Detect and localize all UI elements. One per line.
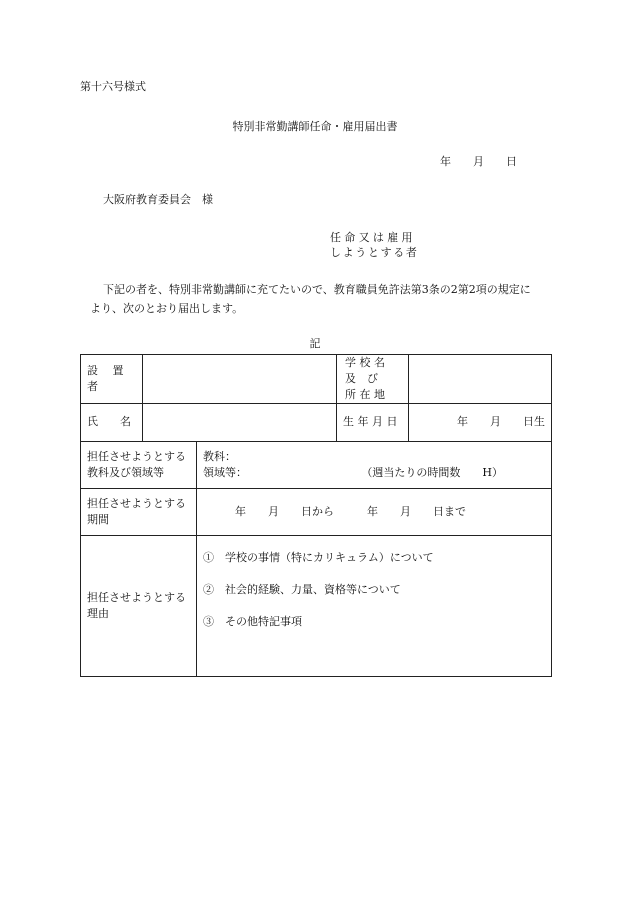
date-line: 年 月 日 — [440, 155, 517, 168]
school-label: 学 校 名 及 び 所 在 地 — [337, 355, 409, 404]
name-value[interactable] — [143, 403, 337, 441]
subject-value[interactable]: 教科： 領域等： （週当たりの時間数 H） — [197, 441, 552, 488]
reason-item-3: ③ その他特記事項 — [203, 614, 302, 628]
reason-value[interactable] — [197, 535, 552, 676]
submitter-line2: しようとする者 — [330, 246, 419, 259]
establisher-label: 設 置 者 — [81, 355, 143, 404]
reason-label: 担任させようとする理由 — [81, 535, 197, 676]
body-line2: より、次のとおり届出します。 — [90, 302, 244, 315]
form-number: 第十六号様式 — [80, 80, 146, 93]
body-line1: 下記の者を、特別非常勤講師に充てたいので、教育職員免許法第3条の2第2項の規定に — [103, 283, 531, 296]
submitter-line1: 任命又は雇用 — [330, 231, 416, 244]
establisher-value[interactable] — [143, 355, 337, 404]
ki-heading: 記 — [309, 337, 321, 350]
subject-label: 担任させようとする教科及び領域等 — [81, 441, 197, 488]
reason-item-2: ② 社会的経験、力量、資格等について — [203, 582, 401, 596]
notification-table — [80, 354, 552, 677]
school-value[interactable] — [409, 355, 552, 404]
name-label: 氏 名 — [81, 403, 143, 441]
period-value: 年 月 日から 年 月 日まで — [197, 488, 552, 535]
period-label: 担任させようとする期間 — [81, 488, 197, 535]
birth-label: 生 年 月 日 — [337, 403, 409, 441]
addressee: 大阪府教育委員会 様 — [103, 193, 213, 206]
document-title: 特別非常勤講師任命・雇用届出書 — [232, 120, 398, 133]
reason-item-1: ① 学校の事情（特にカリキュラム）について — [203, 550, 434, 564]
weekly-hours: （週当たりの時間数 H） — [361, 465, 503, 479]
birth-value: 年 月 日生 — [409, 403, 552, 441]
